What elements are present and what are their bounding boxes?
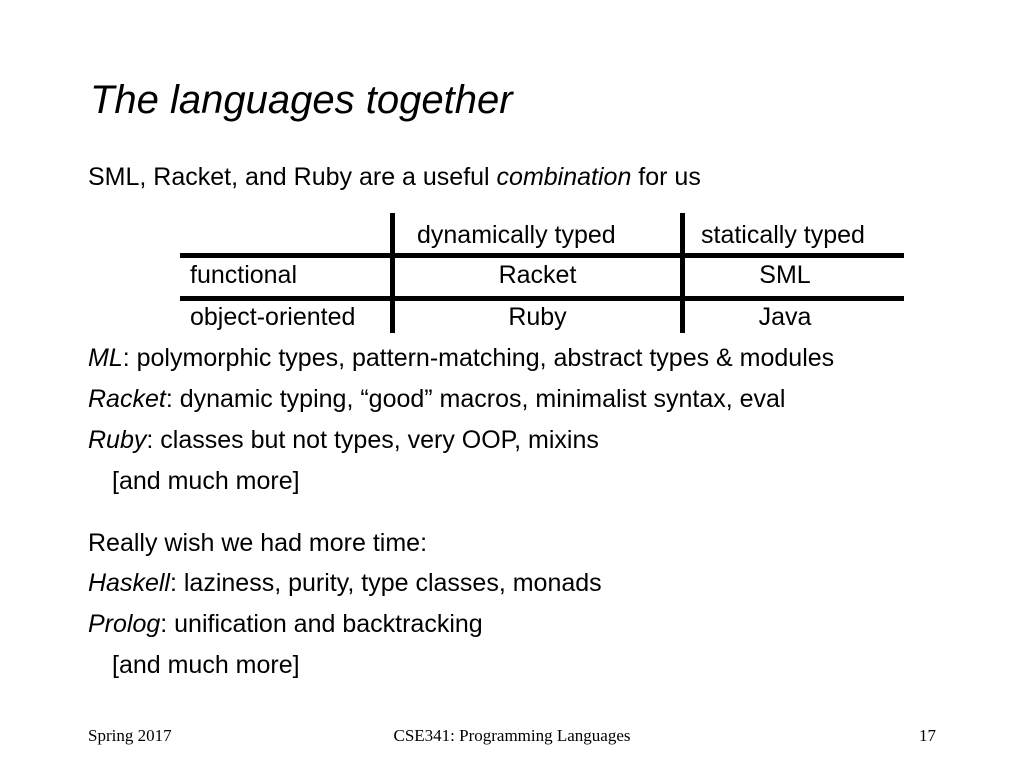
feature-line-racket — [88, 384, 785, 414]
feature-name: Ruby — [88, 426, 147, 454]
and-much-more-1: [and much more] — [112, 467, 300, 495]
other-line-prolog — [88, 609, 483, 639]
feature-text: : polymorphic types, pattern-matching, abstract types & modules — [122, 344, 835, 372]
cell-ruby: Ruby — [508, 303, 567, 331]
row-label-object-oriented: object-oriented — [190, 303, 356, 331]
intro-before: SML, Racket, and Ruby are a useful — [88, 163, 497, 191]
cell-racket: Racket — [498, 261, 577, 289]
table-horizontal-rule-1 — [180, 253, 904, 258]
feature-name: ML — [88, 344, 123, 372]
feature-name: Racket — [88, 385, 166, 413]
intro-emphasis: combination — [496, 163, 632, 191]
intro-line — [88, 162, 701, 192]
footer-left: Spring 2017 — [88, 726, 172, 745]
col-header-dynamic: dynamically typed — [417, 221, 616, 249]
col-header-static: statically typed — [701, 221, 865, 249]
other-text: : laziness, purity, type classes, monads — [169, 569, 602, 597]
footer-page-number: 17 — [919, 726, 936, 745]
table-horizontal-rule-2 — [180, 296, 904, 301]
other-text: : unification and backtracking — [160, 610, 483, 638]
feature-text: : classes but not types, very OOP, mixins — [146, 426, 599, 454]
cell-java: Java — [758, 303, 812, 331]
other-line-haskell — [88, 568, 602, 598]
slide-title: The languages together — [90, 78, 513, 122]
feature-text: : dynamic typing, “good” macros, minimalist syntax, eval — [165, 385, 786, 413]
feature-line-ml — [88, 343, 834, 373]
feature-line-ruby — [88, 425, 599, 455]
other-name: Prolog — [88, 610, 161, 638]
footer-center: CSE341: Programming Languages — [393, 726, 631, 745]
and-much-more-2: [and much more] — [112, 651, 300, 679]
intro-after: for us — [631, 163, 701, 191]
wish-line: Really wish we had more time: — [88, 529, 428, 557]
row-label-functional: functional — [190, 261, 298, 289]
cell-sml: SML — [759, 261, 811, 289]
other-name: Haskell — [88, 569, 170, 597]
